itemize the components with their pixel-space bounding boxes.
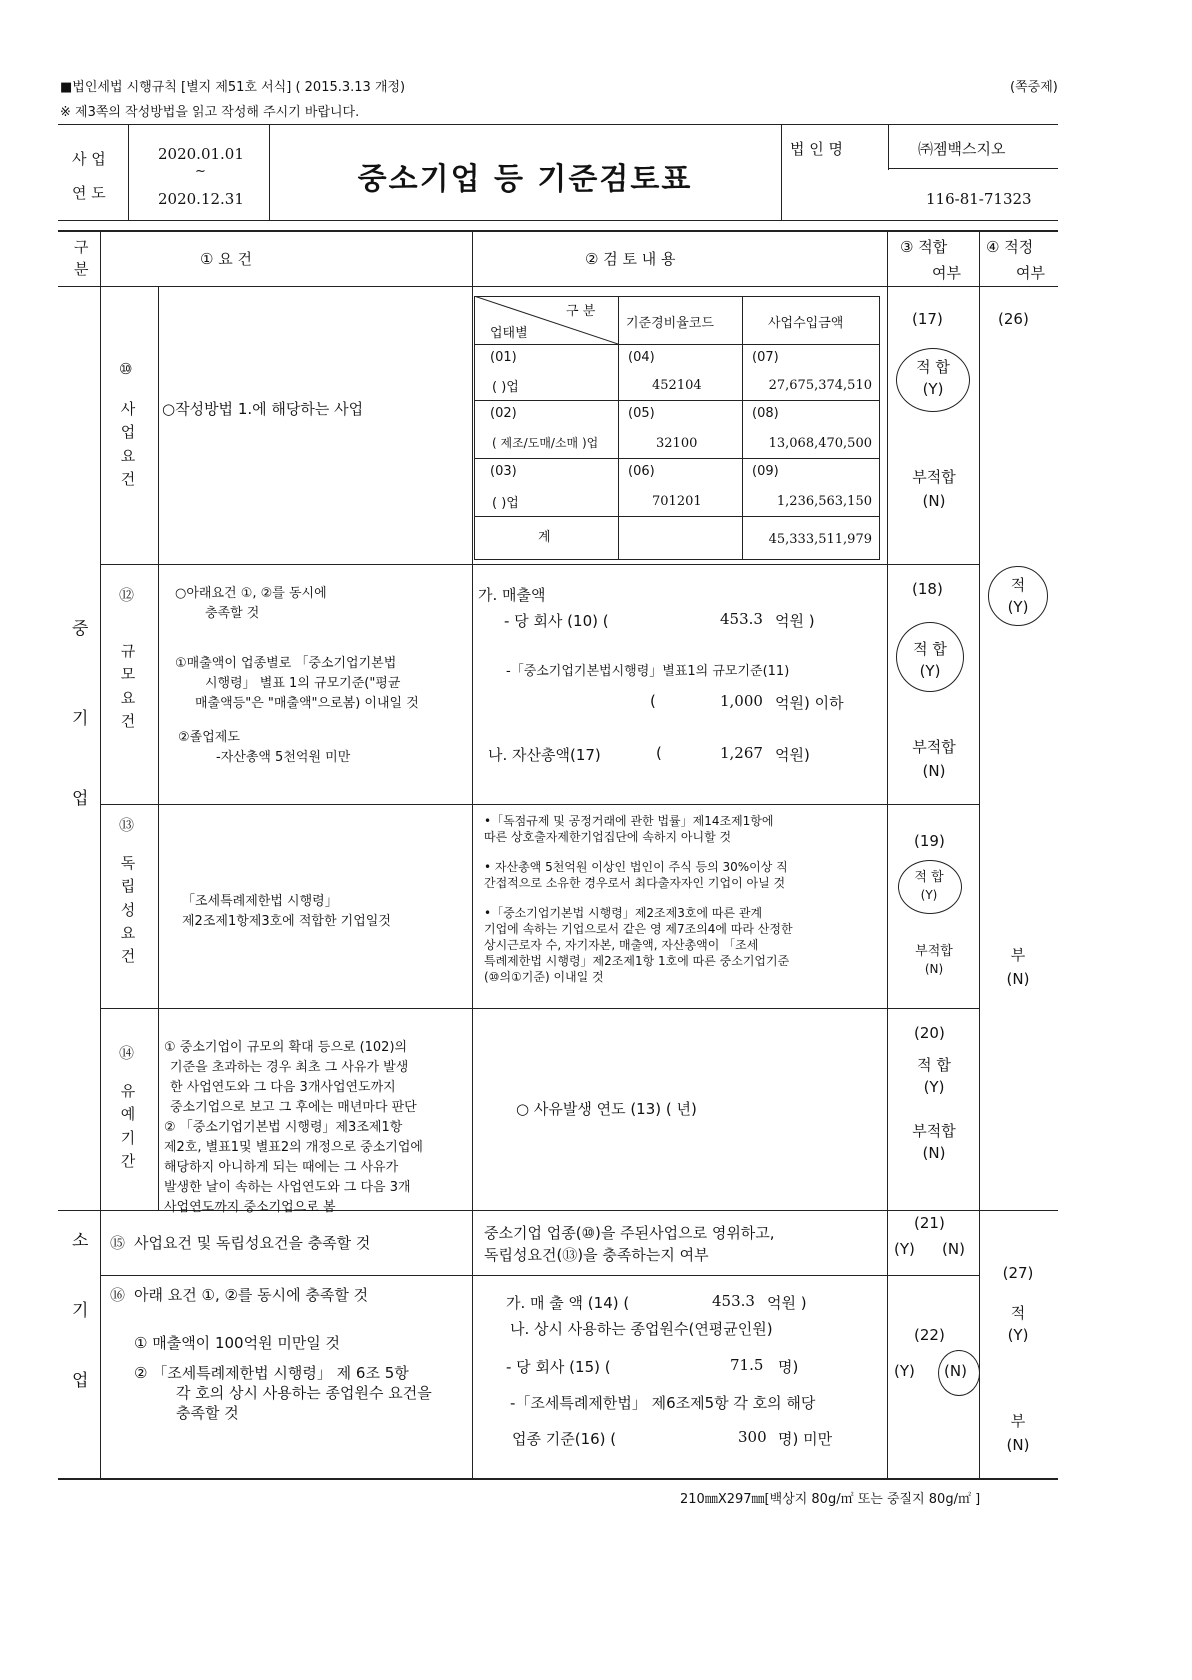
s102-rev-a1-value: 453.3 xyxy=(720,610,763,628)
s106-rev-b2: -「조세특례제한법」 제6조제5항 각 호의 해당 xyxy=(510,1394,816,1412)
row1-no: (01) xyxy=(490,350,517,365)
total-amount: 45,333,511,979 xyxy=(768,532,872,547)
year-label-1: 사 업 xyxy=(72,150,106,168)
row2-amount: 13,068,470,500 xyxy=(768,436,872,451)
s105-rev-line-1: 중소기업 업종(⑩)을 주된사업으로 영위하고, xyxy=(484,1224,775,1242)
s102-rev-a3-prefix: ( xyxy=(650,692,656,710)
s104-fit-no-n: (N) xyxy=(922,1144,946,1162)
business-number: 116-81-71323 xyxy=(926,190,1032,208)
header-bottom-rule xyxy=(58,220,1058,221)
col-fit-header-2: 여부 xyxy=(932,264,961,282)
s104-req-line-4: 중소기업으로 보고 그 후에는 매년마다 판단 xyxy=(170,1100,417,1115)
s106-proper-yes-y: (Y) xyxy=(1007,1326,1029,1344)
s101-label: 사 업 요 건 xyxy=(120,400,136,488)
s104-req-line-3: 한 사업연도와 그 다음 3개사업연도까지 xyxy=(170,1080,396,1095)
s106-req-line-4: 각 호의 상시 사용하는 종업원수 요건을 xyxy=(176,1384,432,1402)
table-corner-bottom: 업태별 xyxy=(490,326,528,341)
s102-rev-a3-unit: 억원) 이하 xyxy=(775,694,844,712)
side-label-small-2: 기 xyxy=(72,1301,89,1321)
s102-req-line-5: 매출액등"은 "매출액"으로봄) 이내일 것 xyxy=(195,696,419,711)
side-label-sme-1: 중 xyxy=(72,619,89,639)
row2-no: (02) xyxy=(490,406,517,421)
row2-code-no: (05) xyxy=(628,406,655,421)
side-label-sme-2: 기 xyxy=(72,709,89,729)
table-corner-top: 구 분 xyxy=(566,304,596,319)
corp-name: ㈜젬백스지오 xyxy=(918,140,1006,158)
row3-amt-no: (09) xyxy=(752,464,779,479)
page-title: 중소기업 등 기준검토표 xyxy=(357,162,693,197)
s102-rev-b-value: 1,267 xyxy=(720,744,763,762)
s106-req-line-3: ② 「조세특례제한법 시행령」 제 6조 5항 xyxy=(134,1364,409,1382)
s105-rev-line-2: 독립성요건(⑬)을 충족하는지 여부 xyxy=(484,1246,709,1264)
side-label-small-3: 업 xyxy=(72,1371,89,1391)
table-header-amount: 사업수입금액 xyxy=(768,316,844,331)
row3-code: 701201 xyxy=(652,494,702,509)
s102-req-line-3: ①매출액이 업종별로 「중소기업기본법 xyxy=(175,656,397,671)
period-start: 2020.01.01 xyxy=(158,145,244,163)
col-proper-header-2: 여부 xyxy=(1016,264,1045,282)
s102-rev-a3-value: 1,000 xyxy=(720,692,763,710)
s106-rev-b1-value: 71.5 xyxy=(730,1356,764,1374)
s104-req-line-5: ② 「중소기업기본법 시행령」제3조제1항 xyxy=(164,1120,403,1135)
col-fit-header-1: ③ 적합 xyxy=(900,238,948,256)
s103-proper-no-n: (N) xyxy=(1006,970,1030,988)
corp-name-label: 법 인 명 xyxy=(790,140,844,158)
s104-req-line-9: 사업연도까지 중소기업으로 봄 xyxy=(164,1200,336,1215)
s103-rev-line-7: 상시근로자 수, 자기자본, 매출액, 자산총액이 「조세 xyxy=(484,938,759,952)
row2-code: 32100 xyxy=(656,436,698,451)
s104-req-line-1: ① 중소기업이 규모의 확대 등으로 (102)의 xyxy=(164,1040,408,1055)
s105-fit-y: (Y) xyxy=(894,1240,915,1258)
s106-fit-y: (Y) xyxy=(894,1362,915,1380)
col-proper-header-1: ④ 적정 xyxy=(986,238,1034,256)
side-label-small-1: 소 xyxy=(72,1231,89,1251)
header-top-rule xyxy=(58,124,1058,125)
s106-number: ⑯ xyxy=(110,1286,126,1304)
s105-number: ⑮ xyxy=(110,1234,126,1252)
s106-rev-a-prefix: 가. 매 출 액 (14) ( xyxy=(506,1294,630,1312)
row1-amount: 27,675,374,510 xyxy=(768,378,872,393)
s101-fit-yes: 적 합 xyxy=(916,358,950,376)
s102-fit-yes: 적 합 xyxy=(913,640,947,658)
s103-proper-no-label: 부 xyxy=(1010,946,1026,964)
period-tilde: ~ xyxy=(195,164,206,179)
s102-fit-no-n: (N) xyxy=(922,762,946,780)
s103-req-line-1: 「조세특례제한법 시행령」 xyxy=(182,894,338,909)
s104-req-line-8: 발생한 날이 속하는 사업연도와 그 다음 3개 xyxy=(164,1180,411,1195)
s106-proper-no: (27) xyxy=(1002,1264,1034,1282)
s102-rev-a1-unit: 억원 ) xyxy=(775,612,815,630)
row3-no: (03) xyxy=(490,464,517,479)
s102-rev-a2: -「중소기업기본법시행령」별표1의 규모기준(11) xyxy=(506,664,790,679)
s103-number: ⑬ xyxy=(119,816,135,834)
table-bottom-rule xyxy=(58,1478,1058,1480)
form-code: (쪽중제) xyxy=(1010,80,1058,95)
s103-fit-yes: 적 합 xyxy=(914,870,944,885)
s103-label: 독 립 성 요 건 xyxy=(120,854,136,965)
row3-type: ( )업 xyxy=(492,496,519,511)
row2-type: ( 제조/도매/소매 )업 xyxy=(492,436,599,450)
s104-fit-yes-y: (Y) xyxy=(923,1078,945,1096)
s104-label: 유 예 기 간 xyxy=(120,1082,136,1170)
s104-fit-no-label: 부적합 xyxy=(912,1122,956,1140)
total-label: 계 xyxy=(538,530,551,545)
s106-rev-b3-value: 300 xyxy=(738,1428,767,1446)
s106-rev-b: 나. 상시 사용하는 종업원수(연평균인원) xyxy=(510,1320,773,1338)
s104-fit-no: (20) xyxy=(914,1024,945,1042)
s105-fit-n: (N) xyxy=(942,1240,965,1258)
table-header-code: 기준경비율코드 xyxy=(626,316,714,331)
s103-rev-line-3: • 자산총액 5천억원 이상인 법인이 주식 등의 30%이상 직 xyxy=(484,860,788,874)
s106-rev-b1-unit: 명) xyxy=(778,1358,799,1376)
s103-rev-line-1: •「독점규제 및 공정거래에 관한 법률」제14조제1항에 xyxy=(484,814,774,828)
row1-amt-no: (07) xyxy=(752,350,779,365)
s104-number: ⑭ xyxy=(119,1044,135,1062)
s103-fit-no-n: (N) xyxy=(924,962,944,976)
row1-code-no: (04) xyxy=(628,350,655,365)
s102-req-line-4: 시행령」 별표 1의 규모기준("평균 xyxy=(205,676,401,691)
row3-code-no: (06) xyxy=(628,464,655,479)
s106-proper-yes: 적 xyxy=(1010,1304,1026,1322)
s106-rev-b3-prefix: 업종 기준(16) ( xyxy=(512,1430,617,1448)
col-requirement-header: ① 요 건 xyxy=(200,250,252,268)
s106-fit-n: (N) xyxy=(944,1362,967,1380)
side-label-sme-3: 업 xyxy=(72,789,89,809)
s102-label: 규 모 요 건 xyxy=(120,642,136,730)
s106-proper-no-label: 부 xyxy=(1010,1412,1026,1430)
s102-proper-yes: 적 xyxy=(1010,576,1026,594)
s102-rev-b-paren: ( xyxy=(656,744,662,762)
s104-req-line-6: 제2호, 별표1및 별표2의 개정으로 중소기업에 xyxy=(164,1140,423,1155)
row1-type: ( )업 xyxy=(492,380,519,395)
s102-rev-a: 가. 매출액 xyxy=(478,586,546,604)
s106-rev-a-value: 453.3 xyxy=(712,1292,755,1310)
s103-fit-yes-y: (Y) xyxy=(920,888,938,902)
s106-req-line-2: ① 매출액이 100억원 미만일 것 xyxy=(134,1334,341,1352)
s103-rev-line-5: •「중소기업기본법 시행령」제2조제3호에 따른 관계 xyxy=(484,906,763,920)
paper-spec: 210㎜X297㎜[백상지 80g/㎡ 또는 중질지 80g/㎡ ] xyxy=(680,1492,981,1507)
law-reference: ■법인세법 시행규칙 [별지 제51호 서식] ( 2015.3.13 개정) xyxy=(60,80,406,95)
s102-req-line-6: ②졸업제도 xyxy=(178,730,240,745)
col-category-header: 구 분 xyxy=(74,238,89,278)
s103-rev-line-9: (⑩의①기준) 이내일 것 xyxy=(484,970,604,984)
s102-number: ⑫ xyxy=(119,586,135,604)
s102-req-line-7: -자산총액 5천억원 미만 xyxy=(216,750,351,765)
s106-rev-b1-prefix: - 당 회사 (15) ( xyxy=(506,1358,611,1376)
s104-req-line-2: 기준을 초과하는 경우 최초 그 사유가 발생 xyxy=(170,1060,409,1075)
s104-fit-yes: 적 합 xyxy=(917,1056,951,1074)
s103-rev-line-6: 기업에 속하는 기업으로서 같은 영 제7조의4에 따라 산정한 xyxy=(484,922,793,936)
row3-amount: 1,236,563,150 xyxy=(776,494,872,509)
s103-rev-line-8: 특례제한법 시행령」제2조제1항 1호에 따른 중소기업기준 xyxy=(484,954,790,968)
s106-rev-b3-unit: 명) 미만 xyxy=(778,1430,833,1448)
s102-rev-b-unit: 억원) xyxy=(775,746,810,764)
s103-rev-line-4: 간접적으로 소유한 경우로서 최다출자자인 기업이 아닐 것 xyxy=(484,876,786,890)
s101-fit-no: (17) xyxy=(912,310,943,328)
s103-fit-no-label: 부적합 xyxy=(915,944,953,959)
s104-req-line-7: 해당하지 아니하게 되는 때에는 그 사유가 xyxy=(164,1160,399,1175)
s102-fit-no-label: 부적합 xyxy=(912,738,956,756)
s106-rev-a-unit: 억원 ) xyxy=(767,1294,807,1312)
s105-fit-no: (21) xyxy=(914,1214,945,1232)
s101-requirement: ○작성방법 1.에 해당하는 사업 xyxy=(162,400,364,418)
s102-proper-yes-y: (Y) xyxy=(1007,598,1029,616)
period-end: 2020.12.31 xyxy=(158,190,244,208)
s106-fit-no: (22) xyxy=(914,1326,945,1344)
s104-review: ○ 사유발생 연도 (13) ( 년) xyxy=(516,1100,697,1118)
s101-fit-no-n: (N) xyxy=(922,492,946,510)
row1-code: 452104 xyxy=(652,378,702,393)
s102-fit-yes-y: (Y) xyxy=(919,662,941,680)
s102-rev-a1-prefix: - 당 회사 (10) ( xyxy=(504,612,609,630)
s101-proper-no: (26) xyxy=(998,310,1029,328)
instruction-note: ※ 제3쪽의 작성방법을 읽고 작성해 주시기 바랍니다. xyxy=(60,105,360,120)
col-review-header: ② 검 토 내 용 xyxy=(585,250,676,268)
row2-amt-no: (08) xyxy=(752,406,779,421)
s103-fit-no: (19) xyxy=(914,832,945,850)
table-top-rule xyxy=(58,230,1058,232)
s102-req-line-1: ○아래요건 ①, ②를 동시에 xyxy=(175,586,327,601)
s105-requirement: 사업요건 및 독립성요건을 충족할 것 xyxy=(134,1234,371,1252)
s106-proper-no-n: (N) xyxy=(1006,1436,1030,1454)
year-label-2: 연 도 xyxy=(72,184,106,202)
s101-fit-no-label: 부적합 xyxy=(912,468,956,486)
s103-rev-line-2: 따른 상호출자제한기업집단에 속하지 아니할 것 xyxy=(484,830,732,844)
s106-req-line-1: 아래 요건 ①, ②를 동시에 충족할 것 xyxy=(134,1286,369,1304)
s106-req-line-5: 충족할 것 xyxy=(176,1404,239,1422)
s102-fit-no: (18) xyxy=(912,580,943,598)
s101-fit-yes-y: (Y) xyxy=(922,380,944,398)
s103-req-line-2: 제2조제1항제3호에 적합한 기업일것 xyxy=(182,914,391,929)
s102-rev-b-prefix: 나. 자산총액(17) xyxy=(488,746,601,764)
s101-number: ⑩ xyxy=(119,360,133,378)
s102-req-line-2: 충족할 것 xyxy=(205,606,260,621)
